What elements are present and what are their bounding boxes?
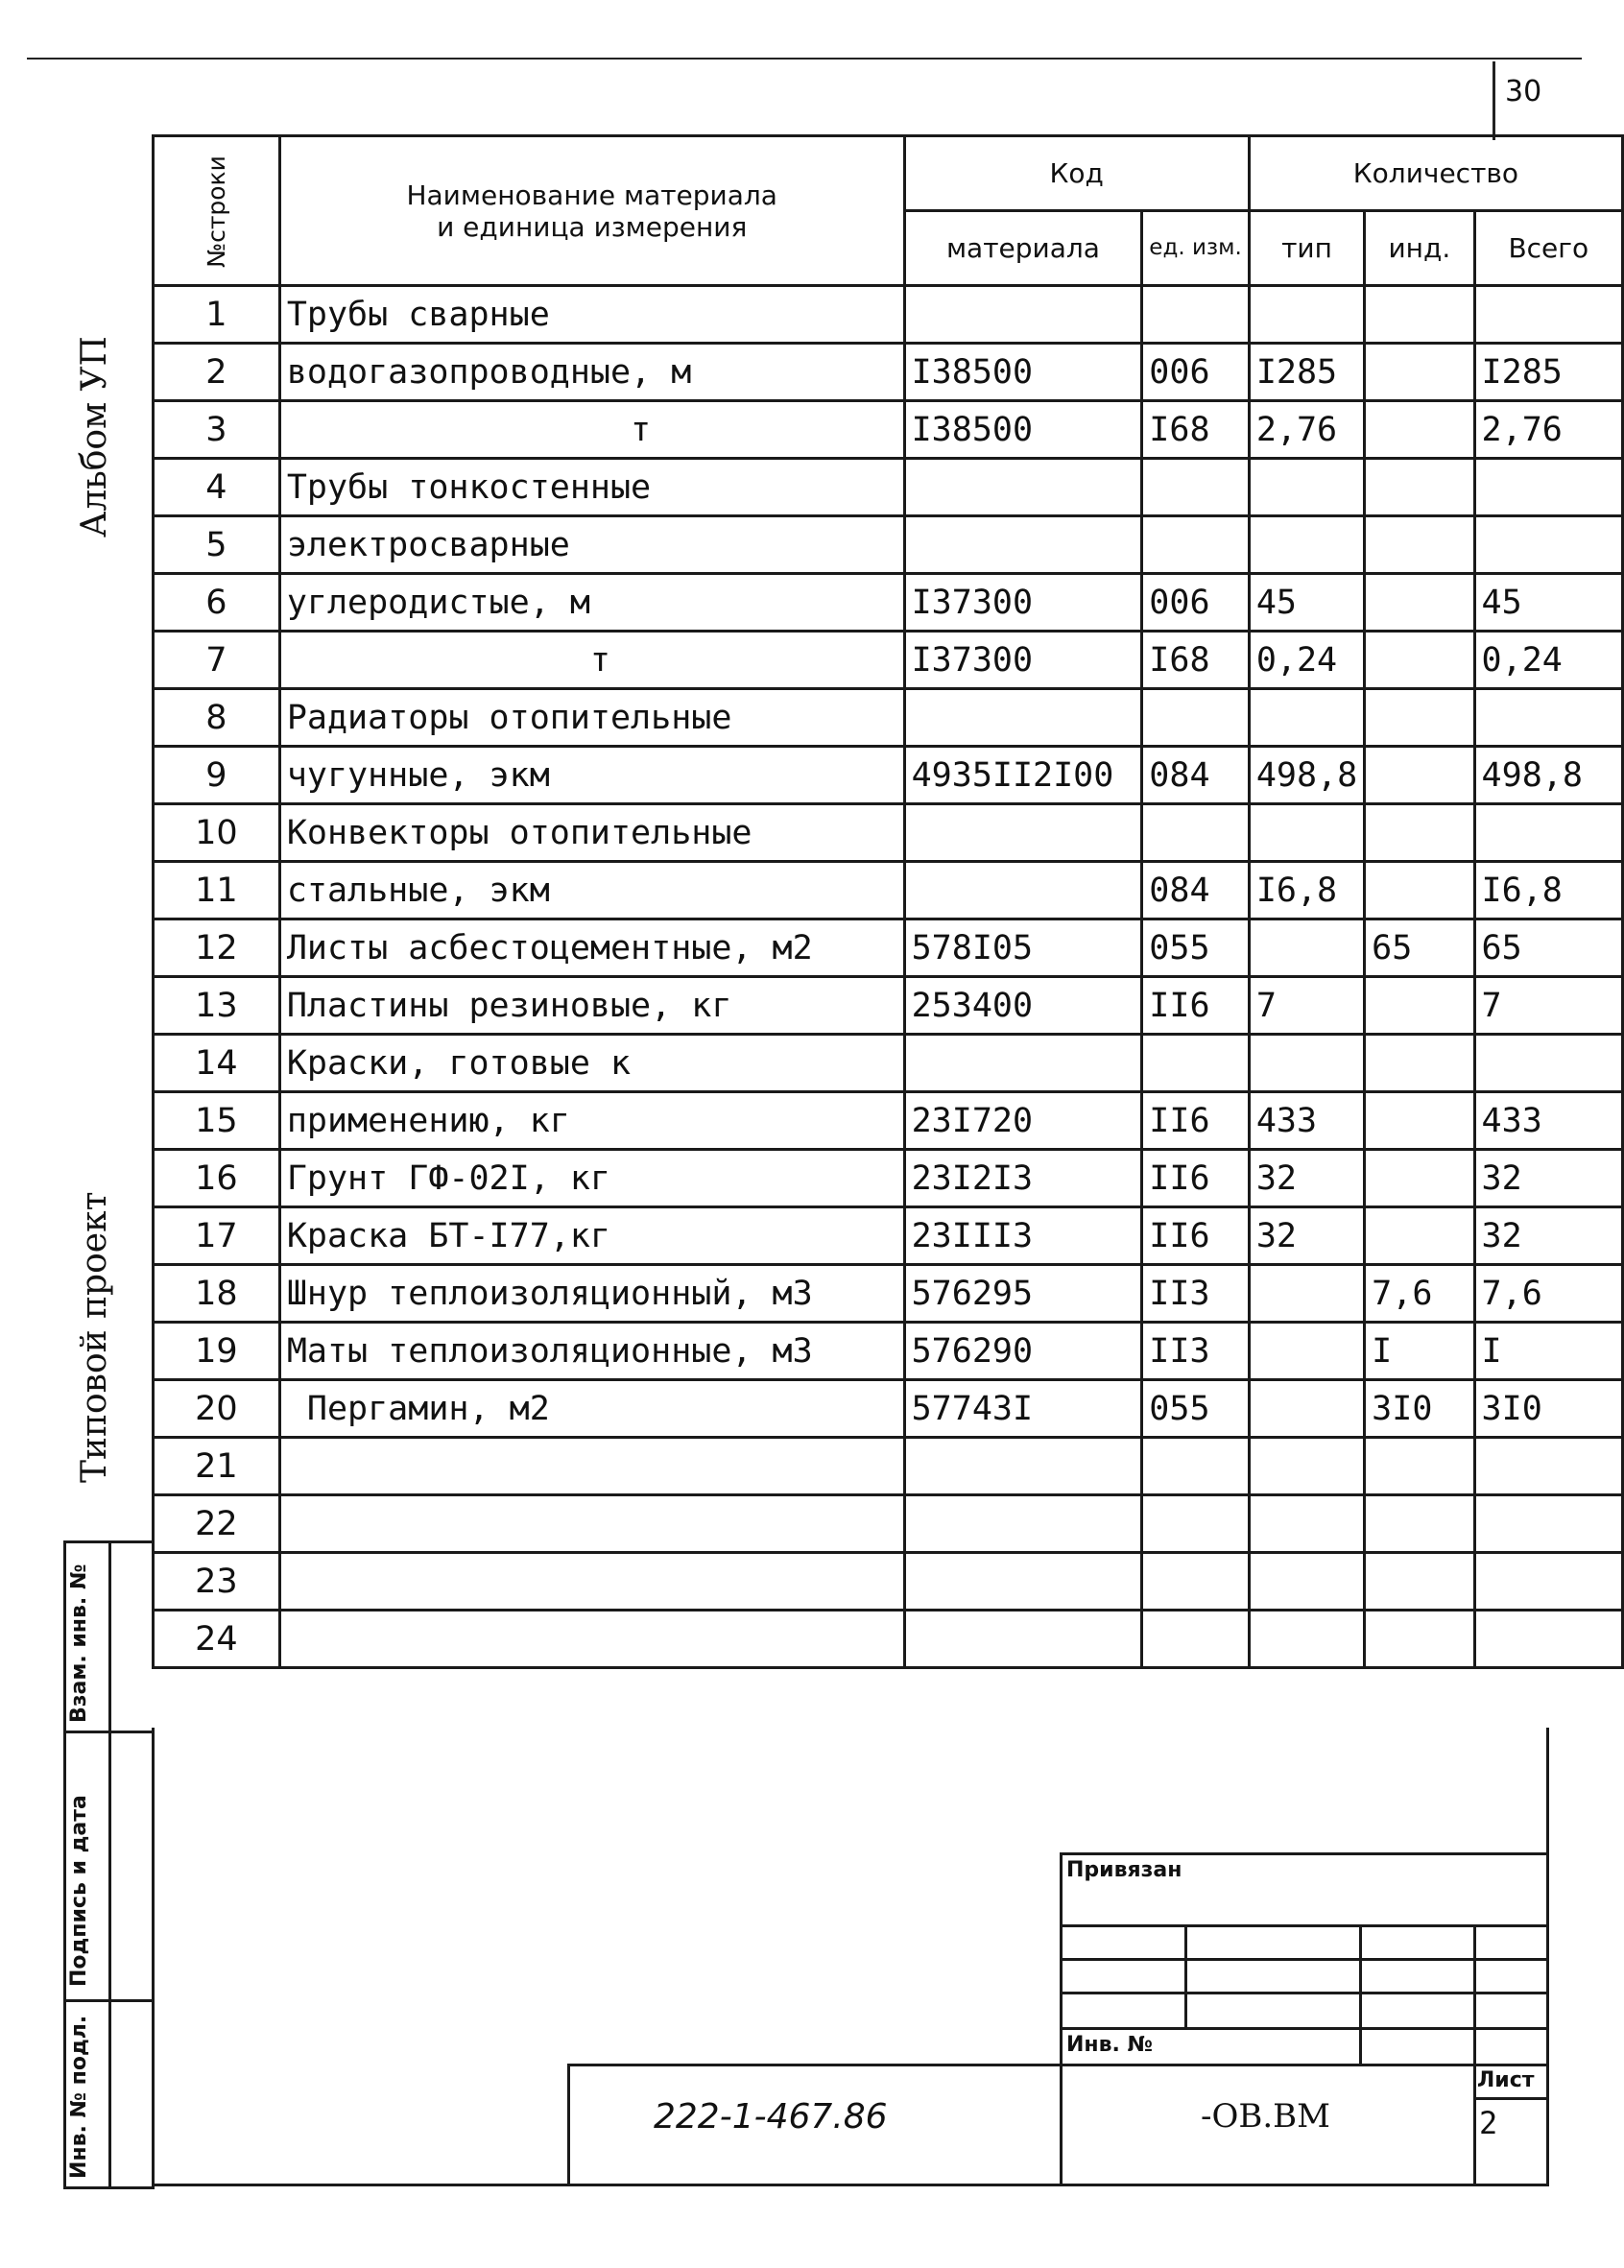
qty-type-cell: 45 [1249, 574, 1364, 632]
material-code-cell: 57743I [904, 1380, 1142, 1438]
row-number-cell: 5 [154, 516, 280, 574]
qty-ind-cell [1365, 747, 1474, 804]
qty-ind-cell [1365, 1092, 1474, 1150]
qty-type-cell [1249, 1495, 1364, 1553]
material-name-cell: Краска БТ-I77,кг [279, 1207, 904, 1265]
qty-ind-cell [1365, 1150, 1474, 1207]
qty-total-cell [1474, 516, 1622, 574]
unit-code-cell [1142, 516, 1250, 574]
material-name-cell: Трубы сварные [279, 286, 904, 344]
unit-code-cell: 055 [1142, 919, 1250, 977]
material-code-cell: I38500 [904, 344, 1142, 401]
unit-code-cell: 084 [1142, 747, 1250, 804]
qty-total-cell: 65 [1474, 919, 1622, 977]
material-code-cell: 23III3 [904, 1207, 1142, 1265]
material-name-cell: Шнур теплоизоляционный, м3 [279, 1265, 904, 1323]
row-number-cell: 15 [154, 1092, 280, 1150]
document-code: 222-1-467.86 [654, 2097, 888, 2137]
table-row [154, 1553, 1623, 1611]
qty-type-cell [1249, 804, 1364, 862]
qty-total-cell: 32 [1474, 1207, 1622, 1265]
row-number-cell: 8 [154, 689, 280, 747]
material-code-cell: 23I2I3 [904, 1150, 1142, 1207]
row-number-cell: 19 [154, 1323, 280, 1380]
material-name-cell: Пергамин, м2 [279, 1380, 904, 1438]
unit-code-cell: 006 [1142, 344, 1250, 401]
material-code-cell: 576290 [904, 1323, 1142, 1380]
material-code-cell [904, 286, 1142, 344]
material-name-cell: Радиаторы отопительные [279, 689, 904, 747]
qty-ind-cell: 3I0 [1365, 1380, 1474, 1438]
material-code-cell [904, 1495, 1142, 1553]
qty-total-cell [1474, 1495, 1622, 1553]
qty-total-cell [1474, 1035, 1622, 1092]
row-number-cell: 6 [154, 574, 280, 632]
table-row [154, 574, 1623, 632]
table-row [154, 862, 1623, 919]
qty-type-cell [1249, 1611, 1364, 1668]
album-label: Альбом УП [75, 336, 114, 537]
table-row [154, 977, 1623, 1035]
qty-total-cell: 32 [1474, 1150, 1622, 1207]
material-code-cell [904, 804, 1142, 862]
unit-code-cell [1142, 1611, 1250, 1668]
qty-total-cell: 3I0 [1474, 1380, 1622, 1438]
qty-type-cell [1249, 1323, 1364, 1380]
material-code-cell: I37300 [904, 574, 1142, 632]
material-code-cell: 576295 [904, 1265, 1142, 1323]
header-code-unit: ед. изм. [1142, 211, 1250, 286]
unit-code-cell [1142, 689, 1250, 747]
material-name-cell: Маты теплоизоляционные, м3 [279, 1323, 904, 1380]
table-row [154, 516, 1623, 574]
material-name-cell [279, 1495, 904, 1553]
qty-ind-cell [1365, 804, 1474, 862]
qty-ind-cell: I [1365, 1323, 1474, 1380]
material-name-cell: Конвекторы отопительные [279, 804, 904, 862]
material-name-cell: Листы асбестоцементные, м2 [279, 919, 904, 977]
qty-total-cell: I [1474, 1323, 1622, 1380]
material-name-cell [279, 1438, 904, 1495]
qty-ind-cell [1365, 516, 1474, 574]
qty-total-cell: 498,8 [1474, 747, 1622, 804]
row-number-cell: 16 [154, 1150, 280, 1207]
qty-ind-cell [1365, 344, 1474, 401]
qty-type-cell: I285 [1249, 344, 1364, 401]
qty-total-cell [1474, 459, 1622, 516]
top-border-line [27, 58, 1582, 60]
material-code-cell [904, 862, 1142, 919]
qty-type-cell [1249, 689, 1364, 747]
qty-ind-cell [1365, 1495, 1474, 1553]
unit-code-cell [1142, 804, 1250, 862]
qty-total-cell [1474, 1611, 1622, 1668]
unit-code-cell [1142, 286, 1250, 344]
qty-ind-cell [1365, 689, 1474, 747]
qty-type-cell [1249, 1438, 1364, 1495]
row-number-cell: 23 [154, 1553, 280, 1611]
qty-ind-cell [1365, 1438, 1474, 1495]
header-code-material: материала [904, 211, 1142, 286]
row-number-cell: 21 [154, 1438, 280, 1495]
qty-type-cell: 32 [1249, 1207, 1364, 1265]
unit-code-cell: I68 [1142, 632, 1250, 689]
qty-type-cell [1249, 919, 1364, 977]
table-row [154, 804, 1623, 862]
material-code-cell [904, 459, 1142, 516]
material-name-cell: Краски, готовые к [279, 1035, 904, 1092]
material-code-cell [904, 689, 1142, 747]
row-number-cell: 20 [154, 1380, 280, 1438]
inv-no-label: Инв. № [1066, 2033, 1154, 2057]
qty-ind-cell [1365, 574, 1474, 632]
page-number-divider [1493, 61, 1495, 140]
qty-type-cell [1249, 1265, 1364, 1323]
qty-total-cell [1474, 286, 1622, 344]
qty-type-cell: 0,24 [1249, 632, 1364, 689]
bottom-frame [152, 1728, 1549, 2186]
table-row [154, 747, 1623, 804]
list-label: Лист [1477, 2068, 1535, 2092]
table-row [154, 1265, 1623, 1323]
unit-code-cell [1142, 1035, 1250, 1092]
material-name-cell [279, 1553, 904, 1611]
unit-code-cell [1142, 459, 1250, 516]
qty-ind-cell: 65 [1365, 919, 1474, 977]
unit-code-cell [1142, 1438, 1250, 1495]
table-row [154, 632, 1623, 689]
material-name-cell: Пластины резиновые, кг [279, 977, 904, 1035]
material-name-cell: водогазопроводные, м [279, 344, 904, 401]
qty-ind-cell: 7,6 [1365, 1265, 1474, 1323]
unit-code-cell: 055 [1142, 1380, 1250, 1438]
qty-total-cell: 7,6 [1474, 1265, 1622, 1323]
qty-type-cell [1249, 1553, 1364, 1611]
material-code-cell [904, 1553, 1142, 1611]
row-number-cell: 24 [154, 1611, 280, 1668]
qty-type-cell: 498,8 [1249, 747, 1364, 804]
material-code-cell [904, 1035, 1142, 1092]
unit-code-cell: II6 [1142, 1150, 1250, 1207]
material-name-cell: Грунт ГФ-02I, кг [279, 1150, 904, 1207]
qty-total-cell: 433 [1474, 1092, 1622, 1150]
unit-code-cell: 084 [1142, 862, 1250, 919]
material-name-cell: применению, кг [279, 1092, 904, 1150]
unit-code-cell: II3 [1142, 1323, 1250, 1380]
header-name: Наименование материала и единица измерения [279, 136, 904, 286]
document-suffix: -ОВ.ВМ [1201, 2097, 1330, 2136]
table-row [154, 459, 1623, 516]
table-row [154, 1611, 1623, 1668]
table-row [154, 1380, 1623, 1438]
qty-type-cell: 32 [1249, 1150, 1364, 1207]
unit-code-cell: I68 [1142, 401, 1250, 459]
material-name-cell: т [279, 632, 904, 689]
inv-podl-label: Инв. № подл. [67, 2015, 91, 2179]
material-name-cell: стальные, экм [279, 862, 904, 919]
row-number-cell: 14 [154, 1035, 280, 1092]
list-number: 2 [1479, 2105, 1498, 2141]
privyazan-label: Привязан [1066, 1858, 1182, 1882]
qty-total-cell [1474, 689, 1622, 747]
podpis-data-label: Подпись и дата [67, 1795, 91, 1987]
material-code-cell [904, 1611, 1142, 1668]
row-number-cell: 4 [154, 459, 280, 516]
material-name-cell: чугунные, экм [279, 747, 904, 804]
qty-type-cell: 7 [1249, 977, 1364, 1035]
qty-ind-cell [1365, 1035, 1474, 1092]
project-label: Типовой проект [75, 1191, 114, 1483]
unit-code-cell: II6 [1142, 1207, 1250, 1265]
qty-total-cell: 7 [1474, 977, 1622, 1035]
table-row [154, 1323, 1623, 1380]
unit-code-cell: II3 [1142, 1265, 1250, 1323]
row-number-cell: 1 [154, 286, 280, 344]
material-name-cell: Трубы тонкостенные [279, 459, 904, 516]
unit-code-cell [1142, 1495, 1250, 1553]
material-name-cell: т [279, 401, 904, 459]
material-code-cell: 4935II2I00 [904, 747, 1142, 804]
material-name-cell: электросварные [279, 516, 904, 574]
table-row [154, 1207, 1623, 1265]
header-code: Код [904, 136, 1249, 211]
qty-ind-cell [1365, 1611, 1474, 1668]
qty-type-cell: 433 [1249, 1092, 1364, 1150]
header-qty-type: тип [1249, 211, 1364, 286]
table-row [154, 1150, 1623, 1207]
material-code-cell: 23I720 [904, 1092, 1142, 1150]
row-number-cell: 18 [154, 1265, 280, 1323]
qty-type-cell [1249, 1035, 1364, 1092]
material-name-cell [279, 1611, 904, 1668]
page-number: 30 [1505, 75, 1542, 108]
vzam-inv-label: Взам. инв. № [67, 1564, 91, 1723]
unit-code-cell [1142, 1553, 1250, 1611]
qty-type-cell [1249, 286, 1364, 344]
material-name-cell: углеродистые, м [279, 574, 904, 632]
qty-type-cell [1249, 459, 1364, 516]
material-code-cell: I37300 [904, 632, 1142, 689]
qty-type-cell: I6,8 [1249, 862, 1364, 919]
qty-total-cell: 45 [1474, 574, 1622, 632]
unit-code-cell: II6 [1142, 977, 1250, 1035]
qty-ind-cell [1365, 977, 1474, 1035]
header-row-no: №строки [154, 136, 280, 286]
unit-code-cell: 006 [1142, 574, 1250, 632]
row-number-cell: 7 [154, 632, 280, 689]
qty-total-cell: I285 [1474, 344, 1622, 401]
table-row [154, 1495, 1623, 1553]
qty-total-cell [1474, 1553, 1622, 1611]
material-code-cell: 578I05 [904, 919, 1142, 977]
table-row [154, 689, 1623, 747]
row-number-cell: 2 [154, 344, 280, 401]
row-number-cell: 11 [154, 862, 280, 919]
qty-type-cell [1249, 516, 1364, 574]
unit-code-cell: II6 [1142, 1092, 1250, 1150]
material-code-cell [904, 516, 1142, 574]
row-number-cell: 3 [154, 401, 280, 459]
material-code-cell [904, 1438, 1142, 1495]
material-code-cell: I38500 [904, 401, 1142, 459]
qty-total-cell [1474, 1438, 1622, 1495]
material-code-cell: 253400 [904, 977, 1142, 1035]
qty-total-cell: 2,76 [1474, 401, 1622, 459]
row-number-cell: 17 [154, 1207, 280, 1265]
table-row [154, 1438, 1623, 1495]
qty-type-cell: 2,76 [1249, 401, 1364, 459]
qty-total-cell: 0,24 [1474, 632, 1622, 689]
qty-ind-cell [1365, 1207, 1474, 1265]
qty-ind-cell [1365, 459, 1474, 516]
table-row [154, 344, 1623, 401]
table-row [154, 286, 1623, 344]
qty-ind-cell [1365, 286, 1474, 344]
qty-ind-cell [1365, 632, 1474, 689]
table-row [154, 1092, 1623, 1150]
materials-table [152, 134, 1624, 1669]
qty-ind-cell [1365, 401, 1474, 459]
qty-ind-cell [1365, 862, 1474, 919]
qty-total-cell: I6,8 [1474, 862, 1622, 919]
table-row [154, 919, 1623, 977]
qty-ind-cell [1365, 1553, 1474, 1611]
qty-type-cell [1249, 1380, 1364, 1438]
row-number-cell: 13 [154, 977, 280, 1035]
row-number-cell: 10 [154, 804, 280, 862]
row-number-cell: 22 [154, 1495, 280, 1553]
table-row [154, 1035, 1623, 1092]
row-number-cell: 12 [154, 919, 280, 977]
header-qty-ind: инд. [1365, 211, 1474, 286]
table-row [154, 401, 1623, 459]
row-number-cell: 9 [154, 747, 280, 804]
qty-total-cell [1474, 804, 1622, 862]
header-quantity: Количество [1249, 136, 1622, 211]
header-qty-total: Всего [1474, 211, 1622, 286]
